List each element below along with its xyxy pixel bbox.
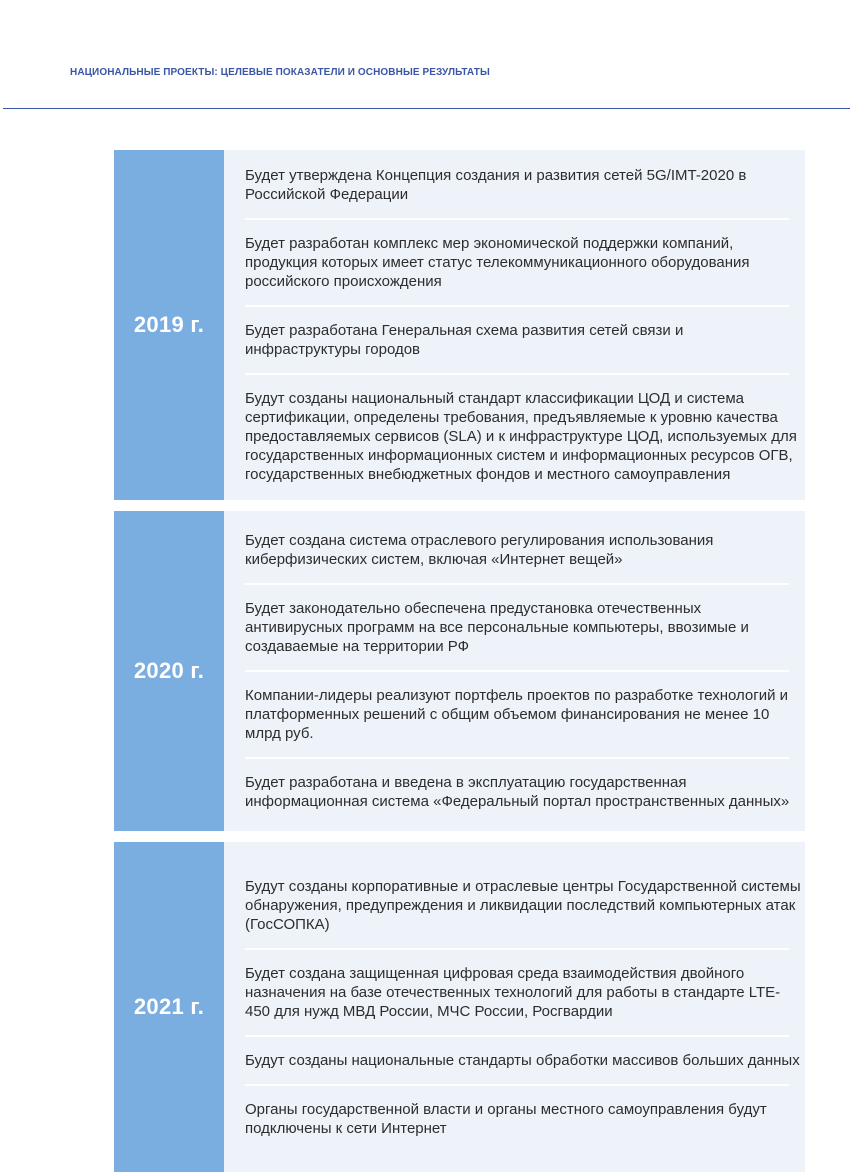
item-divider bbox=[245, 948, 789, 950]
result-item: Будет разработан комплекс мер экономической поддержки компаний, продукция которых имеет статус телекоммуникационного оборудования российского происхождения bbox=[245, 234, 805, 291]
year-block-2021 bbox=[114, 842, 805, 1172]
result-item: Органы государственной власти и органы местного самоуправления будут подключены к сети Интернет bbox=[245, 1100, 805, 1138]
result-item: Компании-лидеры реализуют портфель проектов по разработке технологий и платформенных решений с общим объемом финансирования не менее 10 млрд руб. bbox=[245, 686, 805, 743]
year-label: 2020 г. bbox=[114, 511, 224, 831]
item-divider bbox=[245, 1035, 789, 1037]
result-item: Будет разработана Генеральная схема развития сетей связи и инфраструктуры городов bbox=[245, 321, 805, 359]
page-header-title: НАЦИОНАЛЬНЫЕ ПРОЕКТЫ: ЦЕЛЕВЫЕ ПОКАЗАТЕЛИ И ОСНОВНЫЕ РЕЗУЛЬТАТЫ bbox=[70, 67, 490, 78]
item-divider bbox=[245, 305, 789, 307]
header-divider bbox=[3, 108, 850, 109]
results-list bbox=[224, 511, 805, 831]
result-item: Будет разработана и введена в эксплуатацию государственная информационная система «Федеральный портал пространственных данных» bbox=[245, 773, 805, 811]
item-divider bbox=[245, 583, 789, 585]
result-item: Будут созданы национальный стандарт классификации ЦОД и система сертификации, определены требования, предъявляемые к уровню качества предоставляемых сервисов (SLA) и к инфраструктуре ЦОД, используемых для государственных информационных систем и информационных ресурсов ОГВ, государственных внебюджетных фондов и местного самоуправления bbox=[245, 389, 805, 484]
result-item: Будет создана защищенная цифровая среда взаимодействия двойного назначения на базе отечественных технологий для работы в стандарте LTE-450 для нужд МВД России, МЧС России, Росгвардии bbox=[245, 964, 805, 1021]
item-divider bbox=[245, 757, 789, 759]
result-item: Будут созданы корпоративные и отраслевые центры Государственной системы обнаружения, предупреждения и ликвидации последствий компьютерных атак (ГосСОПКА) bbox=[245, 877, 805, 934]
item-divider bbox=[245, 1084, 789, 1086]
year-label: 2021 г. bbox=[114, 842, 224, 1172]
results-list bbox=[224, 842, 805, 1172]
item-divider bbox=[245, 218, 789, 220]
result-item: Будут созданы национальные стандарты обработки массивов больших данных bbox=[245, 1051, 805, 1070]
result-item: Будет создана система отраслевого регулирования использования киберфизических систем, включая «Интернет вещей» bbox=[245, 531, 805, 569]
year-block-2019 bbox=[114, 150, 805, 500]
year-label: 2019 г. bbox=[114, 150, 224, 500]
result-item: Будет утверждена Концепция создания и развития сетей 5G/IMT-2020 в Российской Федерации bbox=[245, 166, 805, 204]
item-divider bbox=[245, 373, 789, 375]
results-list bbox=[224, 150, 805, 500]
year-block-2020 bbox=[114, 511, 805, 831]
item-divider bbox=[245, 670, 789, 672]
result-item: Будет законодательно обеспечена предустановка отечественных антивирусных программ на все персональные компьютеры, ввозимые и создаваемые на территории РФ bbox=[245, 599, 805, 656]
